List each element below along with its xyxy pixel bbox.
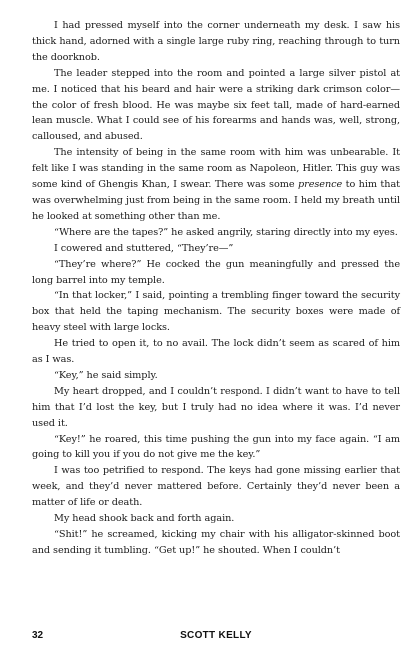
paragraph: “Key!” he roared, this time pushing the gun into my face again. “I am going to kill you if you do not give me the key.” <box>32 433 400 461</box>
paragraph: He tried to open it, to no avail. The lock didn’t seem as scared of him as I was. <box>32 338 400 366</box>
paragraph: “Where are the tapes?” he asked angrily, staring directly into my eyes. <box>54 226 398 238</box>
paragraph-text: to him that was overwhelming just from being in the same room. I held my breath until he looked at something other than me. <box>32 179 400 222</box>
page-footer <box>32 630 400 644</box>
paragraph: I cowered and stuttered, “They’re—” <box>54 242 234 254</box>
paragraph: I had pressed myself into the corner underneath my desk. I saw his thick hand, adorned with a single large ruby ring, reaching through to turn the doorknob. <box>32 20 400 63</box>
paragraph: My head shook back and forth again. <box>54 513 235 525</box>
paragraph: I was too petrified to respond. The keys had gone missing earlier that week, and they’d never mattered before. Certainly they’d never been a matter of life or death. <box>32 465 400 509</box>
running-head-author: SCOTT KELLY <box>180 630 252 641</box>
paragraph-text: The intensity of being in the same room with him was unbearable. It felt like I was standing in the same room as Napoleon, Hitler. This guy was some kind of Ghengis Khan, I swear. There was some <box>32 147 400 191</box>
paragraph: The leader stepped into the room and pointed a large silver pistol at me. I noticed that his beard and hair were a striking dark crimson color—the color of fresh blood. He was maybe six feet tall, made of hard-earned lean muscle. What I could see of his forearms and hands was, well, strong, calloused, and abused. <box>32 67 400 143</box>
paragraph: My heart dropped, and I couldn’t respond. I didn’t want to have to tell him that I’d lost the key, but I truly had no idea where it was. I’d never used it. <box>32 385 400 429</box>
paragraph: “They’re where?” He cocked the gun meaningfully and pressed the long barrel into my temple. <box>32 258 400 286</box>
paragraph: “In that locker,” I said, pointing a trembling finger toward the security box that held the taping mechanism. The security boxes were made of heavy steel with large locks. <box>32 290 400 334</box>
body-text <box>32 18 400 559</box>
emphasized-word: presence <box>297 179 343 191</box>
paragraph <box>32 145 400 225</box>
paragraph: “Shit!” he screamed, kicking my chair with his alligator-skinned boot and sending it tumbling. “Get up!” he shouted. When I couldn’t <box>32 529 400 556</box>
paragraph: “Key,” he said simply. <box>54 369 158 381</box>
page-number: 32 <box>32 630 44 641</box>
